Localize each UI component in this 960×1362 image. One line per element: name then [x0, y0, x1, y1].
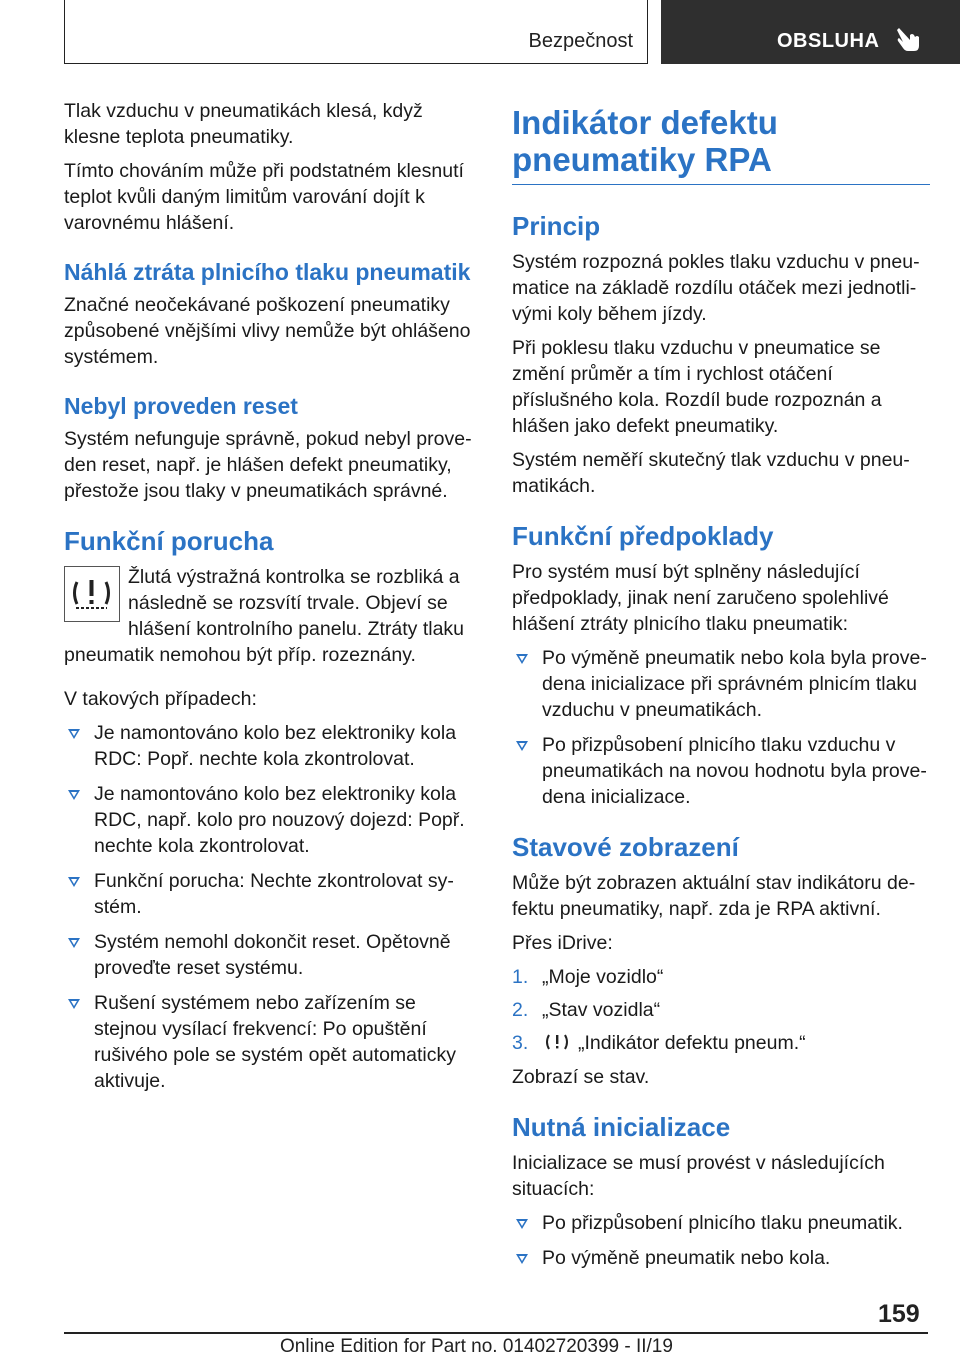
triangle-bullet-icon — [516, 1254, 528, 1264]
idrive-steps-list — [512, 964, 930, 1056]
heading-status-display: Stavové zobrazení — [512, 832, 739, 862]
heading-sudden-loss: Náhlá ztráta plnicího tlaku pneumatik — [64, 259, 471, 285]
paragraph: Může být zobrazen aktuální stav indikátoru defektu pneumatiky, např. zda je RPA aktivní. — [512, 872, 916, 920]
paragraph: Systém rozpozná pokles tlaku vzduchu v pneumatice na základě rozdílu otáček mezi jednotlivými koly během jízdy. — [512, 251, 920, 325]
list-item: 2. „Stav vozidla“ — [512, 999, 661, 1021]
footer-divider — [64, 1332, 928, 1334]
heading-no-reset: Nebyl proveden reset — [64, 393, 298, 419]
tire-warning-lamp-icon — [64, 566, 120, 622]
edition-footer: Online Edition for Part no. 01402720399 - II/19 — [280, 1336, 673, 1357]
initialization-list — [512, 1210, 930, 1271]
prerequisites-list — [512, 645, 930, 810]
triangle-bullet-icon — [68, 729, 80, 739]
triangle-bullet-icon — [68, 999, 80, 1009]
paragraph: Systém nefunguje správně, pokud nebyl proveden reset, např. je hlášen defekt pneumatiky, přestože jsou tlaky v pneumatikách správné. — [64, 428, 472, 502]
chapter-title: OBSLUHA — [777, 30, 880, 52]
list-item: Po přizpůsobení plnicího tlaku vzduchu v pneumatikách na novou hodnotu byla provedena inicializace. — [512, 732, 930, 810]
paragraph: Tlak vzduchu v pneumatikách klesá, když klesne teplota pneumatiky. — [64, 100, 423, 148]
paragraph: Žlutá výstražná kontrolka se rozbliká a následně se rozsvítí trvale. Objeví se hlášení kontrolního panelu. Ztráty tlaku pneumatik nemohou být příp. rozeznány. — [64, 566, 465, 666]
paragraph: Systém neměří skutečný tlak vzduchu v pneumatikách. — [512, 449, 910, 497]
heading-prerequisites: Funkční předpoklady — [512, 521, 774, 551]
list-item: Systém nemohl dokončit reset. Opětovně proveďte reset systému. — [64, 929, 478, 981]
paragraph: Při poklesu tlaku vzduchu v pneumatice se změní průměr a tím i rychlost otáčení příslušného kola. Rozdíl bude rozpoznán a hlášen jako defekt pneumatiky. — [512, 337, 882, 437]
page-number: 159 — [878, 1300, 920, 1328]
list-item: Po výměně pneumatik nebo kola. — [512, 1245, 930, 1271]
list-item: Po výměně pneumatik nebo kola byla provedena inicializace při správném plnicím tlaku vzduchu v pneumatikách. — [512, 645, 930, 723]
list-item: Je namontováno kolo bez elektroniky kola RDC: Popř. nechte kola zkontrolovat. — [64, 720, 478, 772]
paragraph: Zobrazí se stav. — [512, 1066, 650, 1088]
paragraph: Inicializace se musí provést v následujících situacích: — [512, 1152, 885, 1200]
heading-principle: Princip — [512, 211, 601, 241]
chapter-heading-rpa: Indikátor defektu pneumatiky RPA — [512, 104, 930, 185]
left-column — [64, 98, 478, 1103]
paragraph: Pro systém musí být splněny následující předpoklady, jinak není zaručeno spolehlivé hlášení ztráty plnicího tlaku pneumatik: — [512, 561, 889, 635]
paragraph: V takových případech: — [64, 688, 257, 710]
heading-initialization-required: Nutná inicializace — [512, 1112, 731, 1142]
header-section-box — [64, 0, 648, 64]
triangle-bullet-icon — [516, 741, 528, 751]
section-title: Bezpečnost — [528, 30, 633, 52]
pointing-hand-icon — [893, 24, 923, 54]
right-column — [512, 104, 930, 1280]
list-item: Funkční porucha: Nechte zkontrolovat systém. — [64, 868, 478, 920]
header-chapter-box — [661, 0, 960, 64]
list-item: Je namontováno kolo bez elektroniky kola RDC, např. kolo pro nouzový dojezd: Popř. nechte kola zkontrolovat. — [64, 781, 478, 859]
paragraph: Značné neočekávané poškození pneumatiky způsobené vnějšími vlivy nemůže být ohlášeno systémem. — [64, 294, 471, 368]
paragraph: Tímto chováním může při podstatném klesnutí teplot kvůli daným limitům varování dojít k varovnému hlášení. — [64, 160, 464, 234]
paragraph: Přes iDrive: — [512, 932, 613, 954]
triangle-bullet-icon — [516, 1219, 528, 1229]
tire-pressure-icon — [542, 1031, 572, 1053]
list-item: Po přizpůsobení plnicího tlaku pneumatik. — [512, 1210, 930, 1236]
heading-malfunction: Funkční porucha — [64, 526, 274, 556]
triangle-bullet-icon — [68, 877, 80, 887]
list-item: 1. „Moje vozidlo“ — [512, 966, 664, 988]
triangle-bullet-icon — [68, 790, 80, 800]
list-item: Rušení systémem nebo zařízením se stejnou vysílací frekvencí: Po opuštění rušivého pole se systém opět automaticky aktivuje. — [64, 990, 478, 1094]
triangle-bullet-icon — [68, 938, 80, 948]
cases-list — [64, 720, 478, 1094]
triangle-bullet-icon — [516, 654, 528, 664]
list-item: 3. „Indikátor defektu pneum.“ — [512, 1032, 806, 1054]
